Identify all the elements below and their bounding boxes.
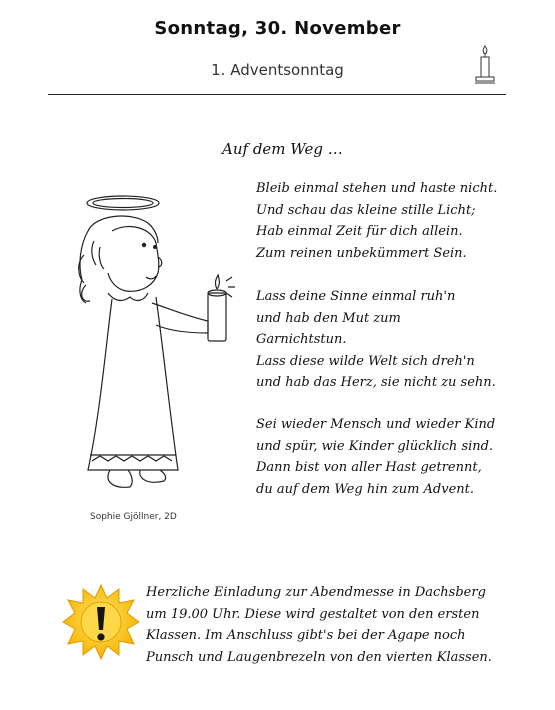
poem-line: Lass deine Sinne einmal ruh'n — [256, 289, 456, 304]
poem-line: Zum reinen unbekümmert Sein. — [256, 245, 467, 261]
event-invitation — [146, 582, 492, 668]
poem-line: Hab einmal Zeit für dich allein. — [256, 224, 463, 239]
notice-line: Punsch und Laugenbrezeln von den vierten Klassen. — [146, 649, 492, 665]
poem-line: Und schau das kleine stille Licht; — [256, 202, 476, 218]
poem-line: Lass diese wilde Welt sich dreh'n — [256, 353, 475, 369]
page-title: Sonntag, 30. November — [154, 18, 401, 39]
page-subtitle: 1. Adventsonntag — [211, 61, 344, 79]
poem-line: und hab den Mut zum — [256, 310, 401, 326]
poem-line: Dann bist von aller Hast getrennt, — [256, 460, 482, 475]
candle-icon — [474, 44, 496, 86]
poem-line: Garnichtstun. — [256, 332, 347, 347]
poem-line: du auf dem Weg hin zum Advent. — [256, 481, 475, 497]
poem-line: Sei wieder Mensch und wieder Kind — [256, 417, 496, 432]
notice-line: um 19.00 Uhr. Diese wird gestaltet von den ersten — [146, 606, 480, 622]
poem-line: und spür, wie Kinder glücklich sind. — [256, 438, 494, 454]
poem-stanza-2 — [256, 286, 496, 394]
poem-line: Bleib einmal stehen und haste nicht. — [256, 181, 498, 196]
poem-stanza-3 — [256, 414, 495, 500]
header-divider — [48, 94, 506, 95]
notice-line: Herzliche Einladung zur Abendmesse in Dachsberg — [146, 585, 486, 600]
poem-title: Auf dem Weg … — [222, 140, 343, 158]
illustration-credit: Sophie Gjöllner, 2D — [90, 512, 177, 522]
warning-sun-icon — [62, 583, 140, 661]
poem-stanza-1 — [256, 178, 497, 264]
poem-line: und hab das Herz, sie nicht zu sehn. — [256, 375, 496, 390]
angel-with-candle-icon — [60, 185, 250, 505]
notice-line: Klassen. Im Anschluss gibt's bei der Agape noch — [146, 628, 466, 643]
